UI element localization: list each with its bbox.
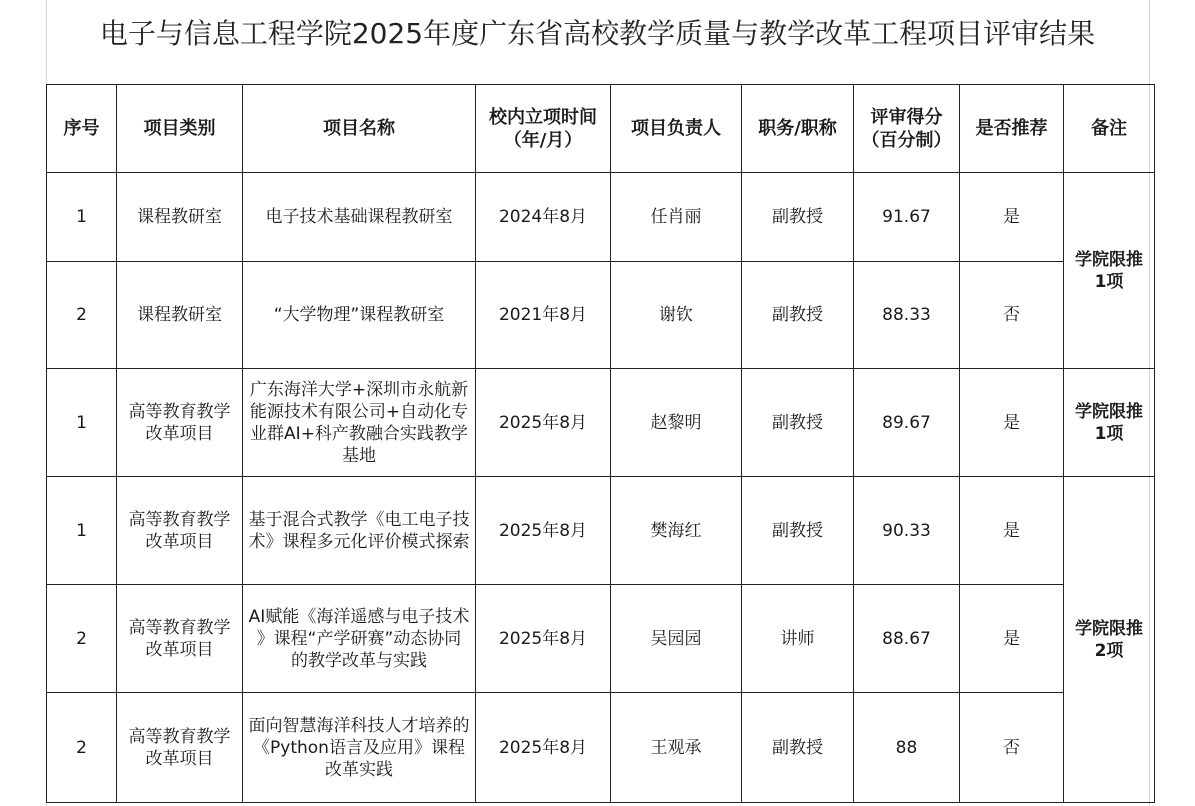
cell-time: 2025年8月 [476,693,611,803]
header-note: 备注 [1064,85,1155,173]
cell-score: 89.67 [854,369,960,477]
cell-leader: 谢钦 [611,262,742,369]
header-score-label: 评审得分 （百分制） [861,106,952,151]
header-time-label: 校内立项时间 （年/月） [489,106,597,151]
cell-category-text: 高等教育教学 改革项目 [128,401,231,444]
cell-name [243,585,476,693]
cell-note [1064,369,1155,477]
cell-title: 副教授 [742,262,854,369]
cell-score: 88 [854,693,960,803]
cell-seq: 2 [47,693,117,803]
cell-score: 88.67 [854,585,960,693]
cell-title: 副教授 [742,693,854,803]
cell-note-text: 学院限推 1项 [1075,249,1143,292]
cell-leader: 任肖丽 [611,173,742,262]
cell-seq: 2 [47,585,117,693]
cell-seq: 1 [47,477,117,585]
cell-leader: 樊海红 [611,477,742,585]
cell-time: 2025年8月 [476,585,611,693]
cell-leader: 王观承 [611,693,742,803]
cell-name-text: 基于混合式教学《电工电子技 术》课程多元化评价模式探索 [248,509,470,552]
cell-time: 2025年8月 [476,369,611,477]
cell-name-text: 广东海洋大学+深圳市永航新 能源技术有限公司+自动化专 业群AI+科产教融合实践教学 基地 [249,379,469,466]
table-row [47,693,1155,803]
cell-score: 91.67 [854,173,960,262]
cell-recommend: 是 [960,477,1064,585]
cell-seq: 1 [47,173,117,262]
cell-recommend: 是 [960,369,1064,477]
header-leader: 项目负责人 [611,85,742,173]
cell-title: 副教授 [742,369,854,477]
cell-name [243,477,476,585]
cell-name-text: 面向智慧海洋科技人才培养的 《Python语言及应用》课程 改革实践 [248,715,470,780]
cell-category [117,262,243,369]
cell-score: 90.33 [854,477,960,585]
cell-category [117,369,243,477]
header-score [854,85,960,173]
document-title: 电子与信息工程学院2025年度广东省高校教学质量与教学改革工程项目评审结果 [99,17,1096,50]
cell-note-text: 学院限推 2项 [1075,618,1143,661]
cell-category [117,173,243,262]
cell-category [117,585,243,693]
table-row [47,262,1155,369]
header-category: 项目类别 [117,85,243,173]
table-row [47,585,1155,693]
cell-category-text: 课程教研室 [137,305,222,325]
cell-title: 副教授 [742,477,854,585]
cell-category-text: 高等教育教学 改革项目 [128,726,231,769]
header-name: 项目名称 [243,85,476,173]
cell-note [1064,173,1155,369]
table-row [47,369,1155,477]
cell-time: 2024年8月 [476,173,611,262]
cell-seq: 2 [47,262,117,369]
cell-name-text: AI赋能《海洋遥感与电子技术 》课程“产学研赛”动态协同 的教学改革与实践 [248,606,470,671]
header-row [47,85,1155,173]
cell-category-text: 高等教育教学 改革项目 [128,509,231,552]
table-row [47,173,1155,262]
cell-name [243,173,476,262]
cell-category-text: 高等教育教学 改革项目 [128,617,231,660]
cell-title: 讲师 [742,585,854,693]
cell-score: 88.33 [854,262,960,369]
cell-name-text: “大学物理”课程教研室 [273,305,445,325]
header-title: 职务/职称 [742,85,854,173]
cell-name [243,369,476,477]
cell-name [243,693,476,803]
cell-leader: 吴园园 [611,585,742,693]
cell-recommend: 是 [960,585,1064,693]
cell-name-text: 电子技术基础课程教研室 [265,207,453,227]
cell-recommend: 否 [960,262,1064,369]
cell-category [117,477,243,585]
cell-name [243,262,476,369]
cell-category-text: 课程教研室 [137,207,222,227]
cell-seq: 1 [47,369,117,477]
results-table [46,84,1155,803]
cell-category [117,693,243,803]
cell-leader: 赵黎明 [611,369,742,477]
table-row [47,477,1155,585]
header-seq: 序号 [47,85,117,173]
cell-note [1064,477,1155,803]
header-time [476,85,611,173]
cell-time: 2021年8月 [476,262,611,369]
cell-recommend: 否 [960,693,1064,803]
cell-title: 副教授 [742,173,854,262]
cell-recommend: 是 [960,173,1064,262]
cell-time: 2025年8月 [476,477,611,585]
header-recommend: 是否推荐 [960,85,1064,173]
cell-note-text: 学院限推 1项 [1075,401,1143,444]
